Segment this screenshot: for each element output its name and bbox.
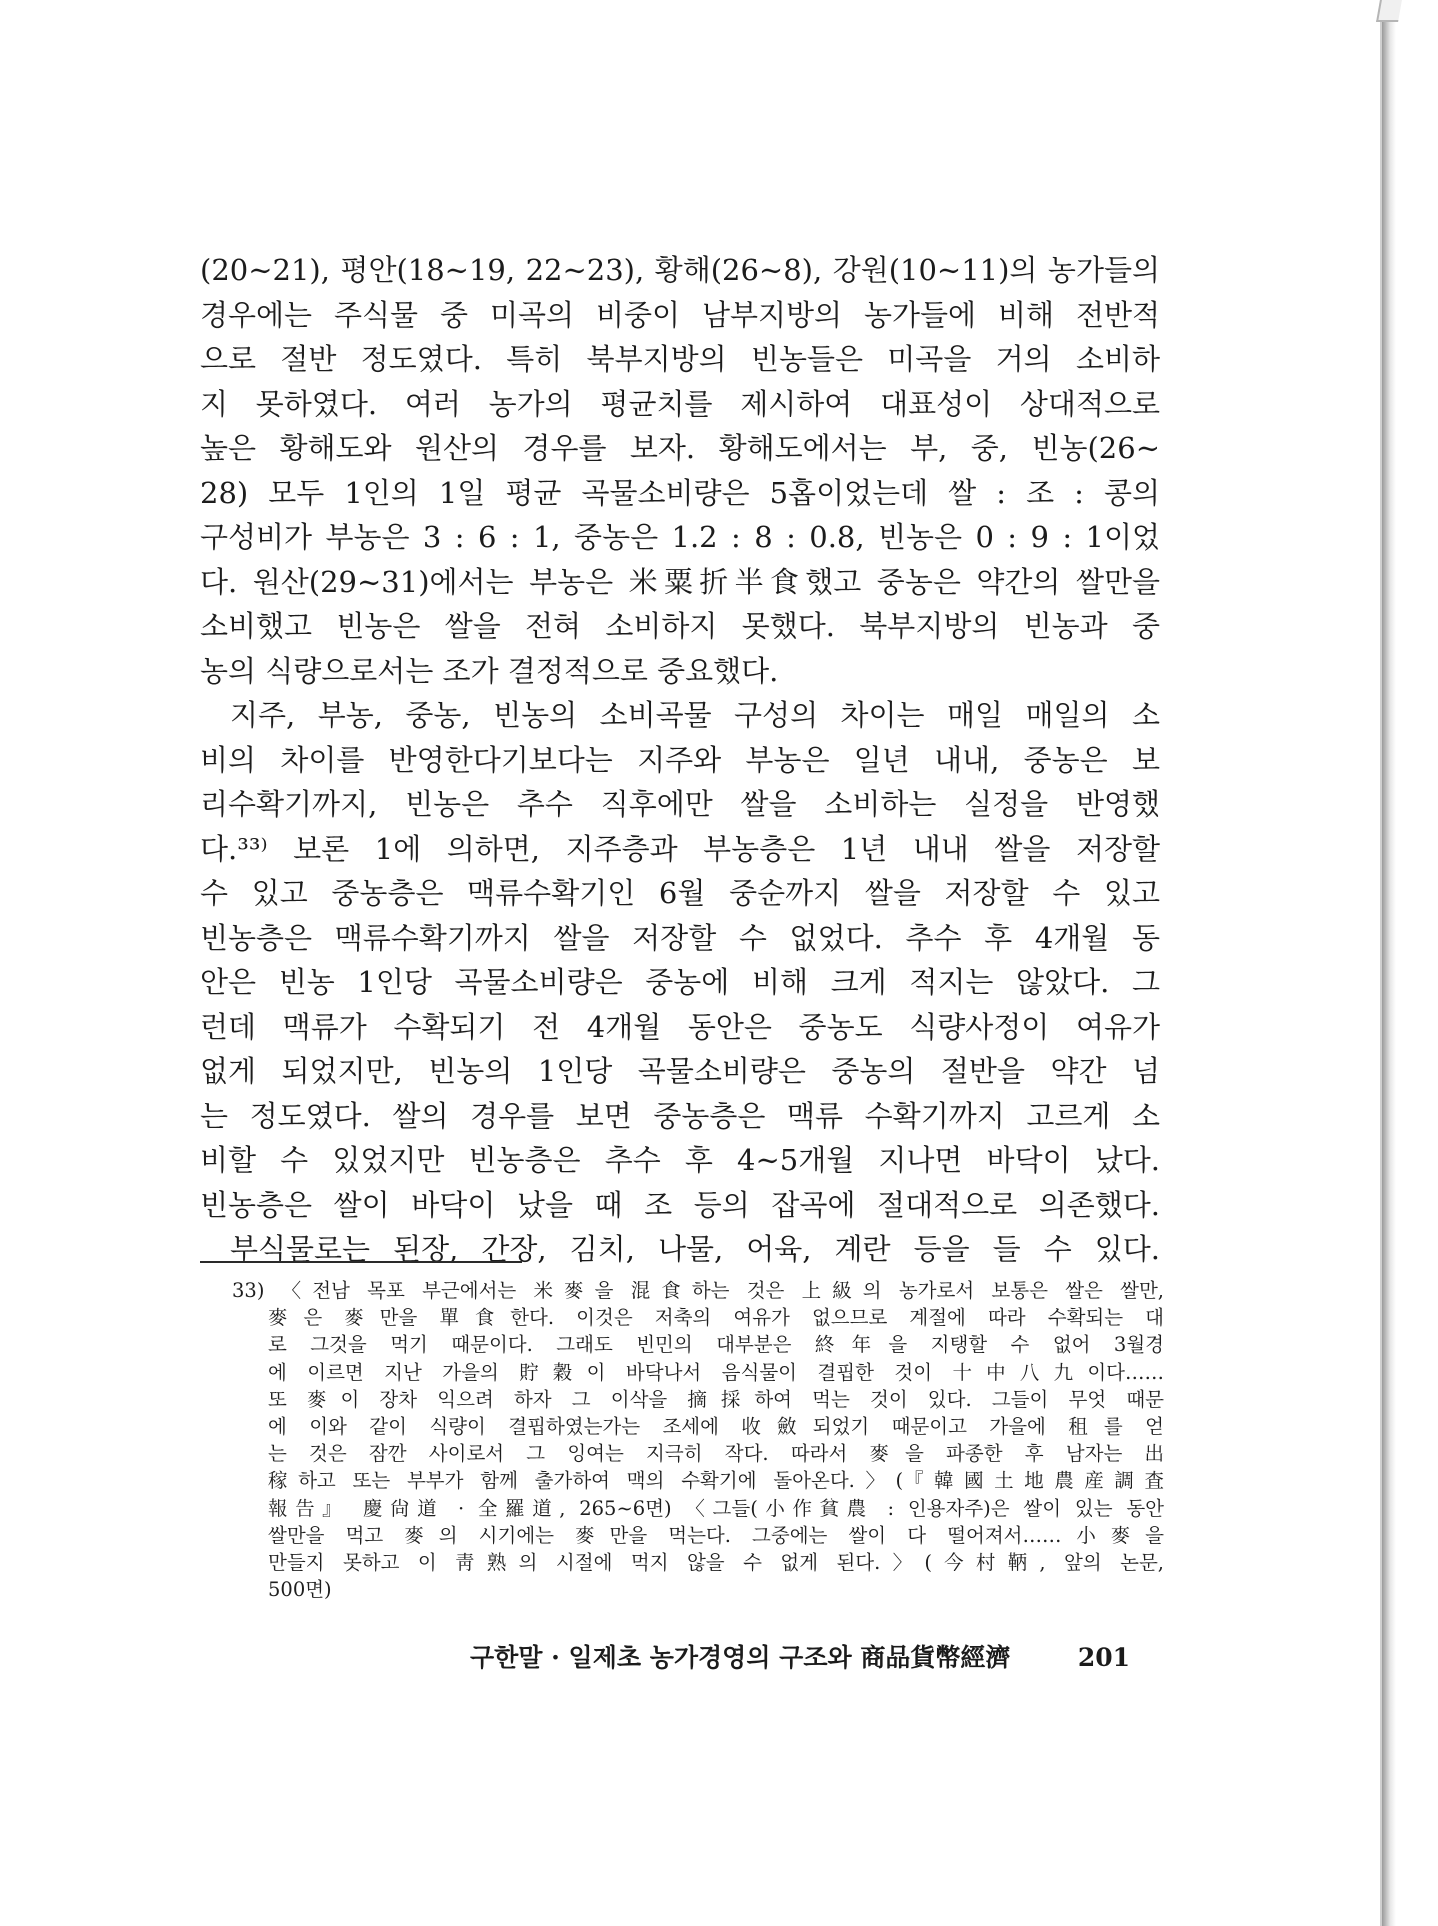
- footnote-line: 또 麥이 장차 익으려 하자 그 이삭을 摘採하여 먹는 것이 있다. 그들이 무엇 때문: [268, 1387, 1164, 1411]
- body-line: 구성비가 부농은 3 : 6 : 1, 중농은 1.2 : 8 : 0.8, 빈농은 0 : 9 : 1이었: [200, 520, 1160, 554]
- body-line: 비할 수 있었지만 빈농층은 추수 후 4∼5개월 지나면 바닥이 났다.: [200, 1143, 1160, 1177]
- body-line: 안은 빈농 1인당 곡물소비량은 중농에 비해 크게 적지는 않았다. 그: [200, 965, 1160, 999]
- running-footer: [470, 1638, 1130, 1674]
- footnote-line: 33) 〈전남 목포 부근에서는 米麥을 混食하는 것은 上級의 농가로서 보통은 쌀은 쌀만,: [232, 1279, 1164, 1302]
- footnote-line: 쌀만을 먹고 麥의 시기에는 麥만을 먹는다. 그중에는 쌀이 다 떨어져서……小麥을: [268, 1523, 1164, 1547]
- body-line: 높은 황해도와 원산의 경우를 보자. 황해도에서는 부, 중, 빈농(26∼: [200, 431, 1160, 465]
- body-line: 리수확기까지, 빈농은 추수 직후에만 쌀을 소비하는 실정을 반영했: [200, 787, 1160, 821]
- body-line: 빈농층은 맥류수확기까지 쌀을 저장할 수 없었다. 추수 후 4개월 동: [200, 920, 1160, 955]
- body-line: 수 있고 중농층은 맥류수확기인 6월 중순까지 쌀을 저장할 수 있고: [200, 876, 1160, 910]
- body-line: 비의 차이를 반영한다기보다는 지주와 부농은 일년 내내, 중농은 보: [200, 742, 1160, 777]
- footnote-line: 500면): [268, 1578, 332, 1602]
- body-line: 런데 맥류가 수확되기 전 4개월 동안은 중농도 식량사정이 여유가: [200, 1009, 1160, 1044]
- body-text: [200, 248, 1160, 1272]
- footnote-line: 報告』 慶尙道 · 全羅道, 265∼6면) 〈그들(小作貧農 : 인용자주)은 쌀이 있는 동안: [268, 1496, 1164, 1520]
- body-line: 경우에는 주식물 중 미곡의 비중이 남부지방의 농가들에 비해 전반적: [200, 297, 1160, 332]
- body-line: 는 정도였다. 쌀의 경우를 보면 중농층은 맥류 수확기까지 고르게 소: [200, 1098, 1160, 1133]
- page-edge-shadow: [1382, 0, 1396, 1926]
- footnote-line: 에 이와 같이 식량이 결핍하였는가는 조세에 收斂되었기 때문이고 가을에 租를 얻: [268, 1414, 1164, 1438]
- page-corner-curl: [1376, 0, 1402, 22]
- body-line: 지 못하였다. 여러 농가의 평균치를 제시하여 대표성이 상대적으로: [200, 386, 1160, 421]
- body-line: 다. 원산(29∼31)에서는 부농은 米粟折半食했고 중농은 약간의 쌀만을: [200, 564, 1160, 599]
- footnote-line: 는 것은 잠깐 사이로서 그 잉여는 지극히 작다. 따라서 麥을 파종한 후 남자는 出: [268, 1442, 1164, 1466]
- running-title: 구한말 · 일제초 농가경영의 구조와 商品貨幣經濟: [470, 1643, 1011, 1672]
- footnote: [232, 1277, 1164, 1603]
- body-line: 28) 모두 1인의 1일 평균 곡물소비량은 5홉이었는데 쌀 : 조 : 콩의: [200, 475, 1160, 510]
- footnote-line: 로 그것을 먹기 때문이다. 그래도 빈민의 대부분은 終年을 지탱할 수 없어 3월경: [268, 1333, 1164, 1357]
- body-line: 다.³³⁾ 보론 1에 의하면, 지주층과 부농층은 1년 내내 쌀을 저장할: [200, 831, 1160, 866]
- body-line: 지주, 부농, 중농, 빈농의 소비곡물 구성의 차이는 매일 매일의 소: [230, 698, 1160, 732]
- body-line: 없게 되었지만, 빈농의 1인당 곡물소비량은 중농의 절반을 약간 넘: [200, 1054, 1160, 1088]
- footnote-line: 만들지 못하고 이 靑熟의 시절에 먹지 않을 수 없게 된다.〉(今村鞆, 앞의 논문,: [268, 1550, 1164, 1574]
- body-line: (20∼21), 평안(18∼19, 22∼23), 황해(26∼8), 강원(10∼11)의 농가들의: [200, 253, 1160, 287]
- body-line: 소비했고 빈농은 쌀을 전혀 소비하지 못했다. 북부지방의 빈농과 중: [200, 609, 1160, 643]
- footnote-line: 稼하고 또는 부부가 함께 출가하여 맥의 수확기에 돌아온다.〉(『韓國土地農産調査: [268, 1469, 1164, 1493]
- body-line: 으로 절반 정도였다. 특히 북부지방의 빈농들은 미곡을 거의 소비하: [200, 342, 1160, 376]
- footnote-rule: [200, 1261, 522, 1263]
- footnote-line: 麥은 麥만을 單食한다. 이것은 저축의 여유가 없으므로 계절에 따라 수확되는 대: [268, 1306, 1164, 1330]
- page-number: 201: [1077, 1643, 1130, 1672]
- footnote-line: 에 이르면 지난 가을의 貯穀이 바닥나서 음식물이 결핍한 것이 十中八九이다……: [268, 1360, 1164, 1384]
- body-line: 부식물로는 된장, 간장, 김치, 나물, 어육, 계란 등을 들 수 있다.: [230, 1232, 1160, 1266]
- body-line: 농의 식량으로서는 조가 결정적으로 중요했다.: [200, 653, 779, 688]
- body-line: 빈농층은 쌀이 바닥이 났을 때 조 등의 잡곡에 절대적으로 의존했다.: [200, 1187, 1160, 1222]
